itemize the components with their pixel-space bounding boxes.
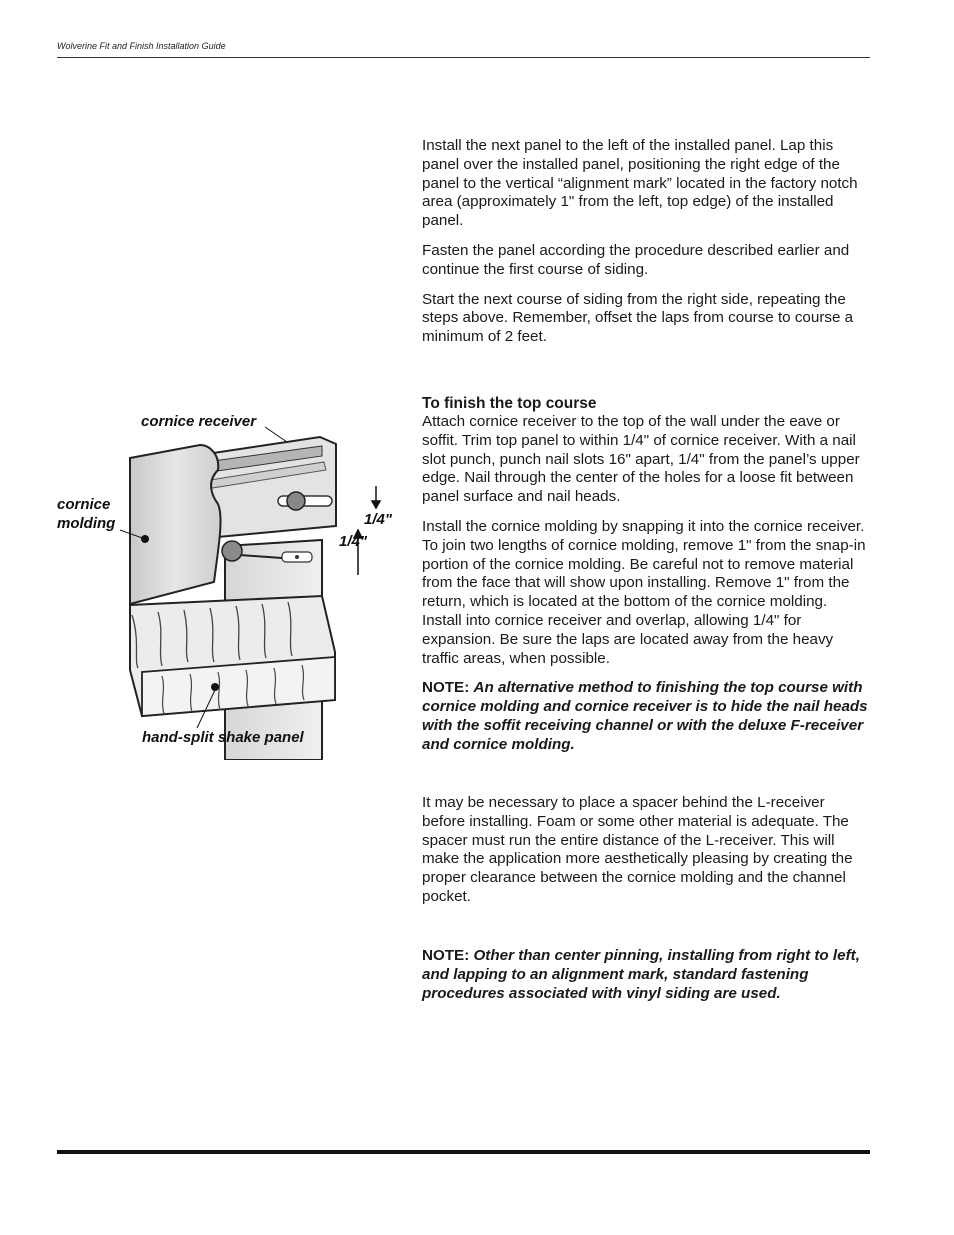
final-note: [422, 947, 870, 1003]
dimension-arrows: [354, 486, 380, 575]
final-note-label: NOTE:: [422, 947, 470, 964]
final-note-text: Other than center pinning, installing from right to left, and lapping to an alignment mark, standard fastening procedures associated with vinyl siding are used.: [422, 947, 860, 1002]
spacer-section: [422, 794, 870, 918]
label-molding: molding: [57, 515, 116, 532]
note-text: An alternative method to finishing the top course with cornice molding and cornice receiver is to hide the nail heads with the soffit receiving channel or with the deluxe F-receiver and cornice molding.: [422, 679, 868, 753]
label-shake-panel: hand-split shake panel: [142, 729, 304, 746]
cornice-molding-shape: [130, 445, 221, 604]
intro-section: [422, 137, 870, 358]
spacer-paragraph: It may be necessary to place a spacer behind the L-receiver before installing. Foam or some other material is adequate. The spacer must run the entire distance of the L-receiver. This will make the application more aesthetically pleasing by creating the proper clearance between the cornice molding and the channel pocket.: [422, 794, 853, 905]
label-cornice-receiver: cornice receiver: [141, 413, 257, 430]
note-label: NOTE:: [422, 679, 470, 697]
final-note-section: [422, 947, 870, 1014]
shake-panel-shape: [130, 596, 335, 716]
footer-rule: [57, 1150, 870, 1154]
top-course-paragraph-2: Install the cornice molding by snapping it into the cornice receiver. To join two lengths of cornice molding, remove 1" from the snap-in portion of the cornice molding. Be careful not to remove material from the face that will show upon installing. Remove 1" from the return, which is located at the bottom of the cornice molding. Install into cornice receiver and overlap, allowing 1/4" for expansion. Be sure the laps are located away from the heavy traffic areas, when possible.: [422, 517, 866, 667]
label-cornice: cornice: [57, 496, 111, 513]
intro-paragraph-3: Start the next course of siding from the right side, repeating the steps above. Remember, offset the laps from course to course a minimum of 2 feet.: [422, 290, 854, 346]
label-quarter-inch-upper: 1/4": [364, 511, 392, 528]
cornice-installation-illustration: [50, 400, 410, 760]
alternative-method-note: [422, 679, 870, 754]
label-quarter-inch-lower: 1/4": [339, 533, 367, 550]
top-course-section: [422, 394, 870, 766]
section-heading: To finish the top course: [422, 395, 597, 412]
header-rule: [57, 57, 870, 58]
illustration-drawing: [50, 400, 410, 760]
running-header: Wolverine Fit and Finish Installation Guide: [57, 41, 226, 51]
top-course-paragraph-1: Attach cornice receiver to the top of the wall under the eave or soffit. Trim top panel to within 1/4" of cornice receiver. With a nail slot punch, punch nail slots 16" apart, 1/4" from the panel’s upper edge. Nail through the center of the holes for a loose fit between panel surface and nail heads.: [422, 413, 860, 506]
intro-paragraph-1: Install the next panel to the left of the installed panel. Lap this panel over the installed panel, positioning the right edge of the panel to the vertical “alignment mark” located in the factory notch area (approximately 1" from the left, top edge) of the installed panel.: [422, 137, 858, 230]
intro-paragraph-2: Fasten the panel according the procedure described earlier and continue the first course of siding.: [422, 241, 850, 278]
